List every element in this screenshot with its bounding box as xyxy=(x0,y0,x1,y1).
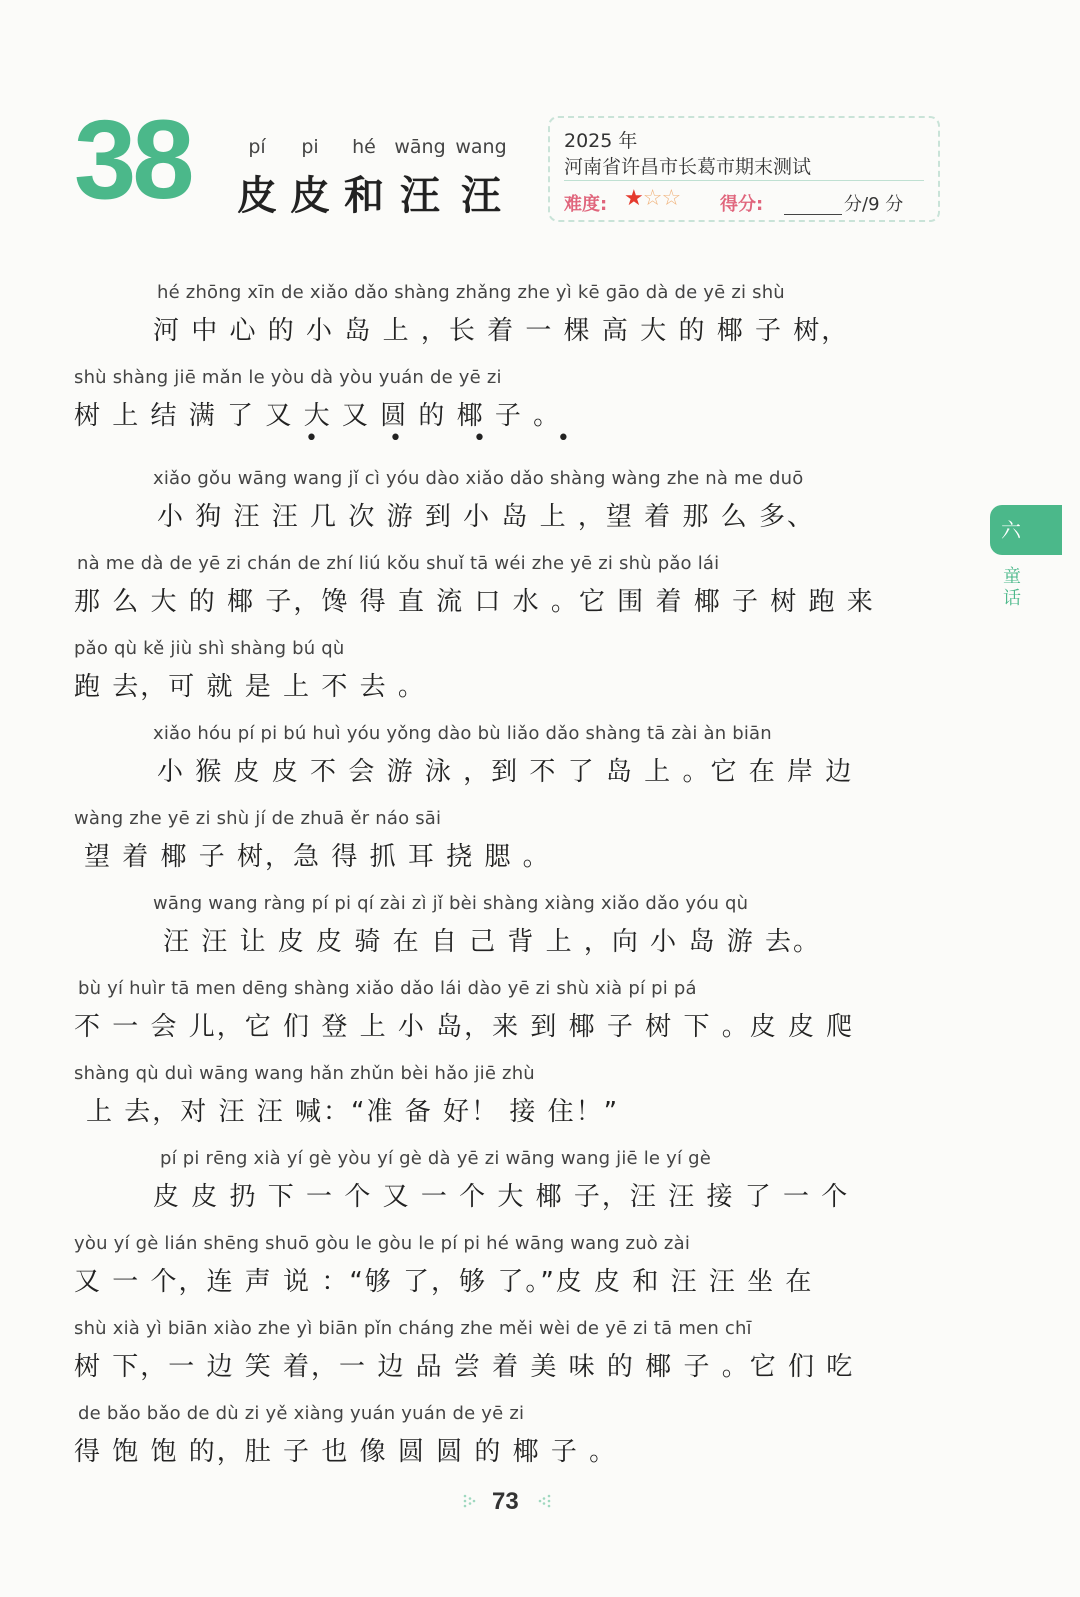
title-char-5: 汪 xyxy=(461,173,501,219)
test-source: 河南省许昌市长葛市期末测试 xyxy=(564,156,812,178)
pinyin-line: shù shàng jiē mǎn le yòu dà yòu yuán de yē zi xyxy=(74,367,502,388)
text-line: 树 上 结 满 了 又 大 又 圆 的 椰 子 。 xyxy=(74,401,562,431)
text-line: 小 狗 汪 汪 几 次 游 到 小 岛 上 ，望 着 那 么 多、 xyxy=(157,502,815,532)
pinyin-line: yòu yí gè lián shēng shuō gòu le gòu le pí pi hé wāng wang zuò zài xyxy=(74,1233,691,1254)
paragraph-line xyxy=(0,1063,1080,1148)
score-blank[interactable] xyxy=(784,214,842,215)
paragraph-line xyxy=(0,1233,1080,1318)
pinyin-line: shù xià yì biān xiào zhe yì biān pǐn cháng zhe měi wèi de yē zi tā men chī xyxy=(74,1318,752,1339)
lesson-number: 38 xyxy=(74,97,191,222)
paragraph-line xyxy=(0,282,1080,367)
paragraph-line xyxy=(0,638,1080,723)
star-empty-icon: ☆ xyxy=(642,186,662,211)
text-line: 那 么 大 的 椰 子，馋 得 直 流 口 水 。它 围 着 椰 子 树 跑 来 xyxy=(74,587,875,617)
chapter-label: 童话 xyxy=(1003,566,1021,609)
page-ornament-right-icon xyxy=(538,1493,552,1509)
pinyin-line: nà me dà de yē zi chán de zhí liú kǒu shuǐ tā wéi zhe yē zi shù pǎo lái xyxy=(77,553,720,574)
paragraph-line xyxy=(0,893,1080,978)
title-pinyin-1: pí xyxy=(248,136,266,158)
difficulty-stars xyxy=(624,186,680,211)
pinyin-line: wàng zhe yē zi shù jí de zhuā ěr náo sāi xyxy=(74,808,442,829)
paragraph-line xyxy=(0,723,1080,808)
title-pinyin-5: wang xyxy=(455,136,507,158)
pinyin-line: hé zhōng xīn de xiǎo dǎo shàng zhǎng zhe yì kē gāo dà de yē zi shù xyxy=(157,282,785,303)
paragraph-line xyxy=(0,1403,1080,1488)
paragraph-line xyxy=(0,1148,1080,1233)
star-filled-icon: ★ xyxy=(624,186,643,211)
page-ornament-left-icon xyxy=(462,1493,476,1509)
paragraph-line xyxy=(0,1318,1080,1403)
text-line: 皮 皮 扔 下 一 个 又 一 个 大 椰 子，汪 汪 接 了 一 个 xyxy=(153,1182,850,1212)
paragraph-line xyxy=(0,808,1080,893)
text-line: 不 一 会 儿，它 们 登 上 小 岛，来 到 椰 子 树 下 。皮 皮 爬 xyxy=(74,1012,855,1042)
paragraph-line xyxy=(0,553,1080,638)
pinyin-line: bù yí huìr tā men dēng shàng xiǎo dǎo lái dào yē zi shù xià pí pi pá xyxy=(78,978,697,999)
test-info-box xyxy=(548,116,940,222)
title-pinyin-3: hé xyxy=(352,136,376,158)
text-line: 望 着 椰 子 树，急 得 抓 耳 挠 腮 。 xyxy=(84,842,551,872)
paragraph-line xyxy=(0,468,1080,553)
score-unit: 分/9 分 xyxy=(844,194,904,215)
text-line: 汪 汪 让 皮 皮 骑 在 自 己 背 上 ，向 小 岛 游 去。 xyxy=(163,927,821,957)
text-line: 河 中 心 的 小 岛 上 ，长 着 一 棵 高 大 的 椰 子 树， xyxy=(153,316,850,346)
text-line: 得 饱 饱 的，肚 子 也 像 圆 圆 的 椰 子 。 xyxy=(74,1437,618,1467)
test-year: 2025 年 xyxy=(564,130,638,152)
divider xyxy=(564,180,924,181)
title-pinyin-2: pi xyxy=(301,136,319,158)
pinyin-line: xiǎo hóu pí pi bú huì yóu yǒng dào bù liǎo dǎo shàng tā zài àn biān xyxy=(153,723,772,744)
pinyin-line: de bǎo bǎo de dù zi yě xiàng yuán yuán de yē zi xyxy=(78,1403,525,1424)
star-empty-icon: ☆ xyxy=(661,186,681,211)
pinyin-line: pǎo qù kě jiù shì shàng bú qù xyxy=(74,638,345,659)
pinyin-line: xiǎo gǒu wāng wang jǐ cì yóu dào xiǎo dǎo shàng wàng zhe nà me duō xyxy=(153,468,804,489)
title-char-2: 皮 xyxy=(290,173,330,219)
difficulty-label: 难度: xyxy=(564,194,608,215)
text-line: 上 去，对 汪 汪 喊：“准 备 好！ 接 住！” xyxy=(86,1097,620,1127)
pinyin-line: shàng qù duì wāng wang hǎn zhǔn bèi hǎo jiē zhù xyxy=(74,1063,535,1084)
text-line: 又 一 个，连 声 说 ：“够 了，够 了。”皮 皮 和 汪 汪 坐 在 xyxy=(74,1267,814,1297)
title-char-3: 和 xyxy=(344,173,384,219)
pinyin-line: pí pi rēng xià yí gè yòu yí gè dà yē zi wāng wang jiē le yí gè xyxy=(160,1148,712,1169)
text-line: 小 猴 皮 皮 不 会 游 泳 ，到 不 了 岛 上 。它 在 岸 边 xyxy=(157,757,854,787)
emphasis-dots: • • • • xyxy=(305,426,602,451)
chapter-tab[interactable]: 六 xyxy=(990,505,1062,555)
title-char-4: 汪 xyxy=(400,173,440,219)
title-pinyin-4: wāng xyxy=(394,136,446,158)
title-char-1: 皮 xyxy=(237,173,277,219)
paragraph-line xyxy=(0,978,1080,1063)
pinyin-line: wāng wang ràng pí pi qí zài zì jǐ bèi shàng xiàng xiǎo dǎo yóu qù xyxy=(153,893,749,914)
page-number: 73 xyxy=(492,1488,519,1515)
text-line: 树 下，一 边 笑 着，一 边 品 尝 着 美 味 的 椰 子 。它 们 吃 xyxy=(74,1352,855,1382)
score-label: 得分: xyxy=(720,194,764,215)
text-line: 跑 去，可 就 是 上 不 去 。 xyxy=(74,672,426,702)
